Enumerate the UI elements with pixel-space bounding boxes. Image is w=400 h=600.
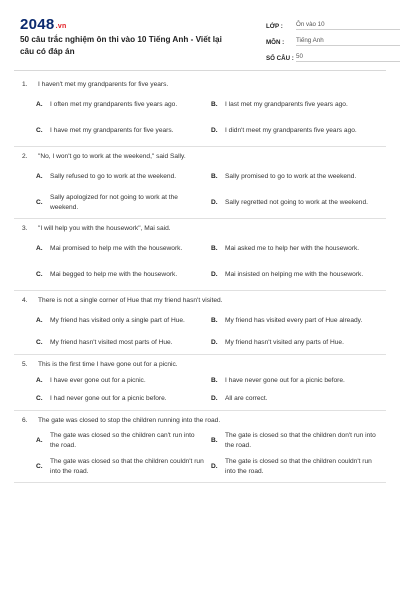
option-text: The gate is closed so that the children don't run into the road. xyxy=(225,432,376,449)
question-5 xyxy=(14,355,386,411)
option-text: I have never gone out for a picnic before. xyxy=(225,377,345,384)
option-key: D. xyxy=(211,339,218,346)
option-b[interactable] xyxy=(211,308,386,334)
question-text: This is the first time I have gone out for a picnic. xyxy=(38,361,178,368)
option-grid xyxy=(14,426,386,480)
option-a[interactable] xyxy=(36,164,211,190)
option-b[interactable] xyxy=(211,372,386,390)
option-b[interactable] xyxy=(211,428,386,454)
option-key: B. xyxy=(211,437,218,444)
question-text: "I will help you with the housework", Mai said. xyxy=(38,225,171,232)
option-key: C. xyxy=(36,127,43,134)
question-stem xyxy=(14,416,386,426)
question-6 xyxy=(14,411,386,483)
option-text: The gate was closed so that the children couldn't run into the road. xyxy=(50,458,204,475)
option-key: A. xyxy=(36,173,43,180)
option-d[interactable] xyxy=(211,262,386,288)
option-key: D. xyxy=(211,463,218,470)
question-2 xyxy=(14,147,386,219)
meta-row-class xyxy=(266,16,400,30)
option-text: I had never gone out for a picnic before. xyxy=(50,395,167,402)
option-text: All are correct. xyxy=(225,395,268,402)
meta-value: 50 xyxy=(296,53,400,62)
option-key: A. xyxy=(36,437,43,444)
option-c[interactable] xyxy=(36,390,211,408)
option-key: B. xyxy=(211,173,218,180)
option-d[interactable] xyxy=(211,454,386,480)
option-key: C. xyxy=(36,463,43,470)
meta-value: Ôn vào 10 xyxy=(296,21,400,30)
option-text: The gate is closed so that the children couldn't run into the road. xyxy=(225,458,372,475)
option-key: C. xyxy=(36,339,43,346)
option-d[interactable] xyxy=(211,390,386,408)
option-text: I have met my grandparents for five years. xyxy=(50,127,174,134)
option-text: I last met my grandparents five years ago. xyxy=(225,101,348,108)
option-text: Sally apologized for not going to work at the weekend. xyxy=(50,194,178,211)
option-key: A. xyxy=(36,317,43,324)
option-text: My friend has visited every part of Hue already. xyxy=(225,317,363,324)
document-title: 50 câu trắc nghiệm ôn thi vào 10 Tiếng Anh - Viết lại câu có đáp án xyxy=(20,35,222,56)
question-stem xyxy=(14,296,386,306)
option-text: My friend has visited only a single part of Hue. xyxy=(50,317,185,324)
option-c[interactable] xyxy=(36,334,211,352)
option-key: C. xyxy=(36,395,43,402)
option-text: Mai begged to help me with the housework. xyxy=(50,271,178,278)
option-b[interactable] xyxy=(211,164,386,190)
logo-main: 2048 xyxy=(20,16,55,33)
question-text: "No, I won't go to work at the weekend," said Sally. xyxy=(38,153,186,160)
option-key: A. xyxy=(36,245,43,252)
meta-row-count xyxy=(266,48,400,62)
question-list xyxy=(14,71,386,483)
question-stem xyxy=(14,360,386,370)
question-1 xyxy=(14,75,386,147)
option-c[interactable] xyxy=(36,454,211,480)
option-text: Sally promised to go to work at the weekend. xyxy=(225,173,357,180)
option-c[interactable] xyxy=(36,262,211,288)
option-text: Sally regretted not going to work at the weekend. xyxy=(225,199,368,206)
document-meta xyxy=(266,16,400,64)
option-b[interactable] xyxy=(211,236,386,262)
question-stem xyxy=(14,224,386,234)
option-text: Mai insisted on helping me with the housework. xyxy=(225,271,364,278)
option-text: Sally refused to go to work at the weekend. xyxy=(50,173,177,180)
logo-suffix: .vn xyxy=(55,23,67,30)
option-text: I have ever gone out for a picnic. xyxy=(50,377,146,384)
option-grid xyxy=(14,90,386,144)
option-key: B. xyxy=(211,317,218,324)
question-number: 1. xyxy=(22,81,28,88)
question-number: 2. xyxy=(22,153,28,160)
option-b[interactable] xyxy=(211,92,386,118)
option-text: I often met my grandparents five years ago. xyxy=(50,101,178,108)
question-3 xyxy=(14,219,386,291)
meta-label: SỐ CÂU : xyxy=(266,55,294,62)
option-key: C. xyxy=(36,199,43,206)
question-text: There is not a single corner of Hue that my friend hasn't visited. xyxy=(38,297,223,304)
option-key: B. xyxy=(211,245,218,252)
question-number: 4. xyxy=(22,297,28,304)
option-text: My friend hasn't visited most parts of Hue. xyxy=(50,339,173,346)
option-c[interactable] xyxy=(36,190,211,216)
option-key: B. xyxy=(211,377,218,384)
meta-row-subject xyxy=(266,32,400,46)
question-4 xyxy=(14,291,386,355)
option-key: B. xyxy=(211,101,218,108)
option-key: D. xyxy=(211,271,218,278)
option-d[interactable] xyxy=(211,190,386,216)
question-stem xyxy=(14,152,386,162)
option-c[interactable] xyxy=(36,118,211,144)
question-text: The gate was closed to stop the children running into the road. xyxy=(38,417,221,424)
option-d[interactable] xyxy=(211,118,386,144)
option-text: I didn't meet my grandparents five years ago. xyxy=(225,127,357,134)
question-text: I haven't met my grandparents for five years. xyxy=(38,81,169,88)
question-number: 3. xyxy=(22,225,28,232)
option-grid xyxy=(14,234,386,288)
option-key: C. xyxy=(36,271,43,278)
option-key: D. xyxy=(211,395,218,402)
option-key: D. xyxy=(211,199,218,206)
option-grid xyxy=(14,370,386,408)
question-number: 5. xyxy=(22,361,28,368)
question-stem xyxy=(14,80,386,90)
option-key: A. xyxy=(36,101,43,108)
question-number: 6. xyxy=(22,417,28,424)
option-a[interactable] xyxy=(36,428,211,454)
meta-label: LỚP : xyxy=(266,23,283,30)
option-grid xyxy=(14,162,386,216)
site-logo[interactable] xyxy=(20,16,67,33)
meta-label: MÔN : xyxy=(266,39,285,46)
option-a[interactable] xyxy=(36,372,211,390)
option-text: The gate was closed so the children can't run into the road. xyxy=(50,432,195,449)
option-text: Mai asked me to help her with the housework. xyxy=(225,245,360,252)
option-key: A. xyxy=(36,377,43,384)
option-a[interactable] xyxy=(36,236,211,262)
option-d[interactable] xyxy=(211,334,386,352)
document-header xyxy=(14,0,386,71)
meta-value: Tiếng Anh xyxy=(296,37,400,46)
option-a[interactable] xyxy=(36,308,211,334)
option-grid xyxy=(14,306,386,352)
option-text: My friend hasn't visited any parts of Hue. xyxy=(225,339,344,346)
option-key: D. xyxy=(211,127,218,134)
option-a[interactable] xyxy=(36,92,211,118)
option-text: Mai promised to help me with the housework. xyxy=(50,245,183,252)
